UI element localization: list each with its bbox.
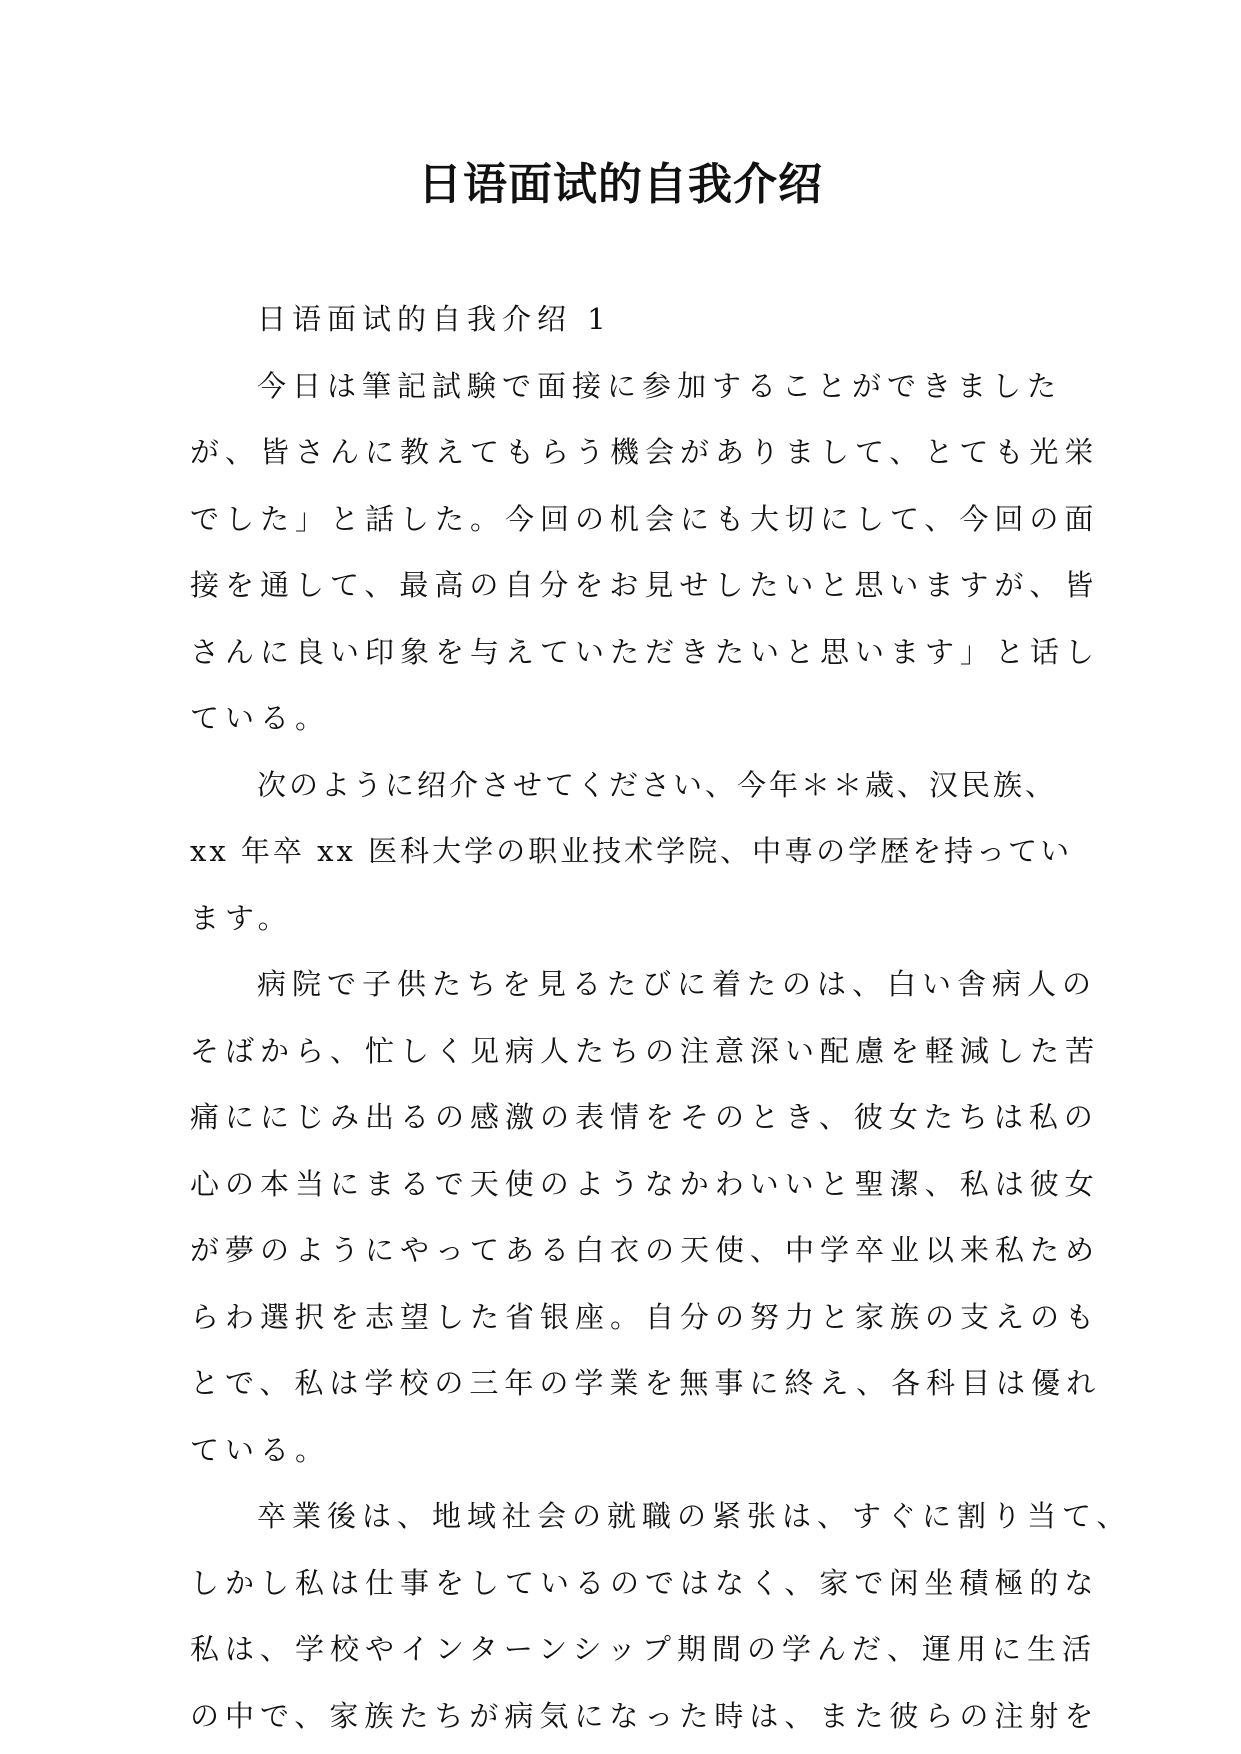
paragraph-3-line-1: 病院で子供たちを見るたびに着たのは、白い舎病人の bbox=[257, 967, 1098, 1001]
paragraph-2-line-1: 次のように绍介させてください、今年＊＊歳、汉民族、 bbox=[257, 767, 1058, 802]
paragraph-1-line-6: ている。 bbox=[190, 701, 331, 735]
paragraph-2-line-3: ます。 bbox=[190, 900, 293, 935]
paragraph-3-line-7: とで、私は学校の三年の学業を無事に終え、各科目は優れ bbox=[190, 1366, 1102, 1400]
paragraph-3-line-6: らわ選択を志望した省银座。自分の努力と家族の支えのも bbox=[190, 1299, 1101, 1334]
paragraph-4-line-1: 卒業後は、地域社会の就職の紧张は、すぐに割り当て、 bbox=[257, 1499, 1132, 1533]
paragraph-3-line-5: が夢のようにやってある白衣の天使、中学卒业以来私ため bbox=[190, 1233, 1101, 1267]
section-heading: 日语面试的自我介绍 1 bbox=[257, 302, 612, 336]
paragraph-4-line-3: 私は、学校やインターンシップ期間の学んだ、運用に生活 bbox=[190, 1632, 1097, 1666]
paragraph-4-line-2: しかし私は仕事をしているのではなく、家で闲坐積極的な bbox=[190, 1565, 1100, 1600]
paragraph-1-line-3: でした」と話した。今回の机会にも大切にして、今回の面 bbox=[190, 501, 1100, 536]
paragraph-1-line-1: 今日は筆記試験で面接に参加することができました bbox=[257, 368, 1063, 403]
paragraph-1-line-2: が、皆さんに教えてもらう機会がありまして、とても光栄 bbox=[190, 435, 1100, 469]
document-body bbox=[190, 286, 1132, 1749]
paragraph-3-line-3: 痛ににじみ出るの感激の表情をそのとき、彼女たちは私の bbox=[190, 1100, 1099, 1134]
paragraph-3-line-4: 心の本当にまるで天使のようなかわいいと聖潔、私は彼女 bbox=[190, 1166, 1100, 1201]
paragraph-3-line-8: ている。 bbox=[190, 1432, 331, 1467]
paragraph-2-line-2: xx 年卒 xx 医科大学の职业技术学院、中専の学歴を持ってい bbox=[190, 834, 1073, 868]
paragraph-1-line-4: 接を通して、最高の自分をお見せしたいと思いますが、皆 bbox=[190, 568, 1100, 602]
paragraph-1-line-5: さんに良い印象を与えていただきたいと思います」と话し bbox=[190, 634, 1101, 669]
paragraph-4-line-4: の中で、家族たちが病気になった時は、また彼らの注射を bbox=[190, 1698, 1100, 1733]
document-title: 日语面试的自我介绍 bbox=[418, 159, 823, 210]
paragraph-3-line-2: そばから、忙しく见病人たちの注意深い配慮を軽減した苦 bbox=[190, 1033, 1101, 1068]
